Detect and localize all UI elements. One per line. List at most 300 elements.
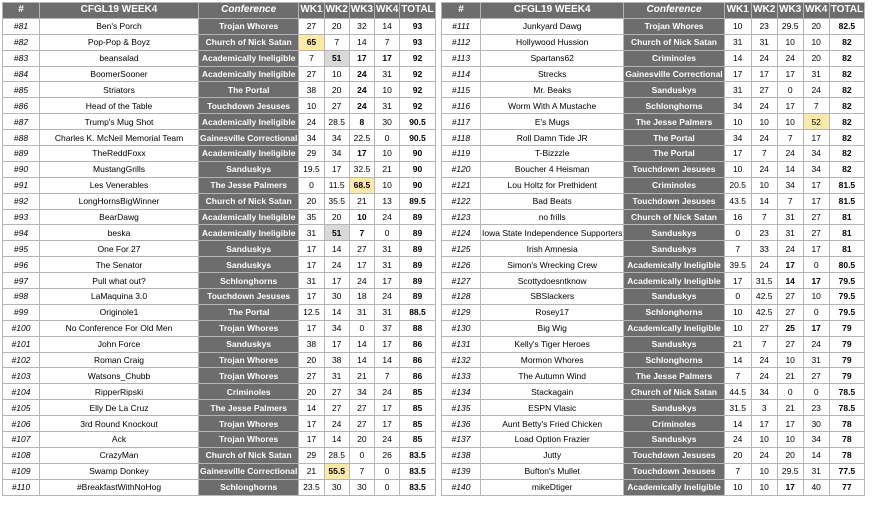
conference-cell: Trojan Whores [199, 352, 299, 368]
wk3-score-cell: 10 [777, 114, 803, 130]
wk3-header: WK3 [777, 3, 803, 19]
conference-cell: Schlonghorns [624, 98, 724, 114]
team-name-cell: Ben's Porch [40, 18, 199, 34]
conference-cell: Academically Ineligible [199, 225, 299, 241]
table-row [3, 82, 436, 98]
table-row [3, 177, 436, 193]
rank-cell: #111 [442, 18, 481, 34]
table-row [442, 146, 865, 162]
team-name-cell: SBSlackers [481, 289, 624, 305]
conference-cell: Sanduskys [624, 241, 724, 257]
wk1-score-cell: 17 [724, 146, 751, 162]
conference-cell: Schlonghorns [624, 304, 724, 320]
team-name-cell: Roll Damn Tide JR [481, 130, 624, 146]
wk3-score-cell: 20 [777, 447, 803, 463]
conference-cell: Trojan Whores [199, 432, 299, 448]
total-score-cell: 85 [400, 432, 435, 448]
conference-cell: Church of Nick Satan [199, 447, 299, 463]
wk3-score-cell: 68.5 [349, 177, 374, 193]
team-name-cell: The Senator [40, 257, 199, 273]
conference-cell: Church of Nick Satan [199, 34, 299, 50]
wk4-score-cell: 17 [803, 130, 829, 146]
wk1-score-cell: 16 [724, 209, 751, 225]
wk2-score-cell: 27 [324, 400, 349, 416]
wk4-score-cell: 27 [803, 225, 829, 241]
wk2-score-cell: 24 [324, 416, 349, 432]
team-name-cell: The Autumn Wind [481, 368, 624, 384]
wk1-score-cell: 7 [724, 241, 751, 257]
wk1-score-cell: 29 [299, 146, 324, 162]
conference-cell: The Jesse Palmers [624, 368, 724, 384]
table-row [442, 432, 865, 448]
wk1-score-cell: 12.5 [299, 304, 324, 320]
total-score-cell: 78 [829, 432, 864, 448]
standings-table-left [2, 2, 436, 496]
wk3-score-cell: 17 [349, 257, 374, 273]
total-score-cell: 89 [400, 257, 435, 273]
wk1-score-cell: 38 [299, 82, 324, 98]
total-score-cell: 88.5 [400, 304, 435, 320]
conference-cell: Academically Ineligible [199, 146, 299, 162]
team-name-cell: Boucher 4 Heisman [481, 161, 624, 177]
rank-cell: #107 [3, 432, 40, 448]
total-score-cell: 82 [829, 114, 864, 130]
wk3-score-cell: 31 [349, 304, 374, 320]
team-name-cell: BoomerSooner [40, 66, 199, 82]
wk1-score-cell: 20 [299, 193, 324, 209]
conference-cell: Schlonghorns [199, 479, 299, 495]
table-row [3, 241, 436, 257]
rank-cell: #105 [3, 400, 40, 416]
conference-cell: Criminoles [199, 384, 299, 400]
wk3-score-cell: 14 [349, 336, 374, 352]
total-score-cell: 82 [829, 34, 864, 50]
wk4-score-cell: 31 [375, 66, 400, 82]
header-row [3, 3, 436, 19]
wk3-score-cell: 17 [777, 479, 803, 495]
table-row [442, 336, 865, 352]
rank-cell: #127 [442, 273, 481, 289]
rank-cell: #120 [442, 161, 481, 177]
wk1-score-cell: 31 [724, 82, 751, 98]
conference-cell: The Portal [624, 146, 724, 162]
table-row [442, 161, 865, 177]
total-score-cell: 89 [400, 241, 435, 257]
wk3-score-cell: 0 [777, 384, 803, 400]
table-row [442, 447, 865, 463]
rank-cell: #140 [442, 479, 481, 495]
conference-header: Conference [624, 3, 724, 19]
wk2-score-cell: 23 [751, 225, 777, 241]
team-name-cell: Trump's Mug Shot [40, 114, 199, 130]
team-name-cell: #BreakfastWithNoHog [40, 479, 199, 495]
total-score-cell: 93 [400, 34, 435, 50]
wk4-score-cell: 52 [803, 114, 829, 130]
conference-cell: Academically Ineligible [624, 257, 724, 273]
rank-cell: #116 [442, 98, 481, 114]
team-name-cell: Irish Amnesia [481, 241, 624, 257]
wk3-score-cell: 10 [349, 209, 374, 225]
conference-cell: The Jesse Palmers [199, 177, 299, 193]
rank-cell: #134 [442, 384, 481, 400]
rank-cell: #98 [3, 289, 40, 305]
table-row [3, 336, 436, 352]
table-row [442, 273, 865, 289]
rank-cell: #110 [3, 479, 40, 495]
conference-cell: Sanduskys [199, 241, 299, 257]
table-row [3, 66, 436, 82]
wk1-score-cell: 39.5 [724, 257, 751, 273]
table-row [3, 416, 436, 432]
total-score-cell: 89 [400, 225, 435, 241]
wk2-score-cell: 10 [751, 479, 777, 495]
team-name-cell: Charles K. McNeil Memorial Team [40, 130, 199, 146]
team-name-cell: Worm With A Mustache [481, 98, 624, 114]
wk1-score-cell: 31.5 [724, 400, 751, 416]
conference-cell: Sanduskys [199, 161, 299, 177]
table-row [442, 289, 865, 305]
team-name-cell: Originole1 [40, 304, 199, 320]
wk4-header: WK4 [803, 3, 829, 19]
wk1-score-cell: 7 [724, 463, 751, 479]
wk1-score-cell: 7 [724, 368, 751, 384]
wk3-score-cell: 10 [777, 352, 803, 368]
team-name-cell: Les Venerables [40, 177, 199, 193]
wk3-score-cell: 8 [349, 114, 374, 130]
wk2-score-cell: 10 [751, 177, 777, 193]
team-name-cell: mikeDtiger [481, 479, 624, 495]
conference-cell: Touchdown Jesuses [624, 161, 724, 177]
rank-cell: #101 [3, 336, 40, 352]
total-score-cell: 78.5 [829, 400, 864, 416]
wk1-score-cell: 14 [724, 416, 751, 432]
wk1-score-cell: 14 [724, 50, 751, 66]
conference-cell: Academically Ineligible [199, 50, 299, 66]
wk2-score-cell: 24 [751, 447, 777, 463]
rank-cell: #123 [442, 209, 481, 225]
total-score-cell: 90 [400, 146, 435, 162]
wk3-score-cell: 7 [777, 193, 803, 209]
total-score-cell: 81.5 [829, 193, 864, 209]
team-name-cell: ESPN Vlasic [481, 400, 624, 416]
wk2-score-cell: 20 [324, 209, 349, 225]
conference-cell: Criminoles [624, 177, 724, 193]
table-row [442, 384, 865, 400]
wk2-score-cell: 24 [751, 368, 777, 384]
wk4-score-cell: 17 [375, 400, 400, 416]
table-row [3, 34, 436, 50]
table-row [442, 400, 865, 416]
wk1-score-cell: 10 [724, 320, 751, 336]
table-row [442, 320, 865, 336]
wk4-score-cell: 7 [375, 34, 400, 50]
rank-cell: #138 [442, 447, 481, 463]
team-name-cell: Simon's Wrecking Crew [481, 257, 624, 273]
team-name-cell: One For 27 [40, 241, 199, 257]
wk1-score-cell: 24 [299, 114, 324, 130]
wk1-score-cell: 10 [724, 161, 751, 177]
total-score-cell: 83.5 [400, 463, 435, 479]
wk2-score-cell: 14 [324, 241, 349, 257]
rank-cell: #135 [442, 400, 481, 416]
wk1-score-cell: 17 [299, 432, 324, 448]
wk1-score-cell: 17 [299, 257, 324, 273]
rank-cell: #106 [3, 416, 40, 432]
rank-cell: #97 [3, 273, 40, 289]
table-row [442, 368, 865, 384]
team-name-cell: beansalad [40, 50, 199, 66]
wk3-score-cell: 14 [349, 34, 374, 50]
total-score-cell: 82 [829, 161, 864, 177]
total-score-cell: 86 [400, 368, 435, 384]
table-row [3, 225, 436, 241]
total-score-cell: 81.5 [829, 177, 864, 193]
total-score-cell: 85 [400, 416, 435, 432]
total-score-cell: 78.5 [829, 384, 864, 400]
team-name-cell: Watsons_Chubb [40, 368, 199, 384]
table-row [3, 193, 436, 209]
wk1-score-cell: 20 [724, 447, 751, 463]
wk1-score-cell: 20 [299, 352, 324, 368]
team-name-cell: LongHornsBigWinner [40, 193, 199, 209]
conference-cell: Gainesville Correctional [199, 130, 299, 146]
wk1-score-cell: 23.5 [299, 479, 324, 495]
total-score-cell: 82 [829, 130, 864, 146]
wk4-score-cell: 17 [375, 273, 400, 289]
wk3-score-cell: 17 [349, 50, 374, 66]
wk2-score-cell: 7 [751, 146, 777, 162]
conference-cell: Sanduskys [624, 432, 724, 448]
wk3-score-cell: 29.5 [777, 463, 803, 479]
header-row [442, 3, 865, 19]
wk1-score-cell: 0 [724, 289, 751, 305]
total-score-cell: 79 [829, 352, 864, 368]
wk1-score-cell: 29 [299, 447, 324, 463]
wk1-score-cell: 20.5 [724, 177, 751, 193]
wk3-score-cell: 17 [777, 257, 803, 273]
total-score-cell: 86 [400, 352, 435, 368]
conference-cell: Gainesville Correctional [624, 66, 724, 82]
total-score-cell: 79.5 [829, 304, 864, 320]
wk3-score-cell: 31 [777, 225, 803, 241]
wk1-score-cell: 14 [299, 400, 324, 416]
rank-cell: #117 [442, 114, 481, 130]
conference-cell: Sanduskys [624, 225, 724, 241]
team-header: CFGL19 WEEK4 [481, 3, 624, 19]
total-score-cell: 89 [400, 209, 435, 225]
wk4-score-cell: 10 [375, 82, 400, 98]
team-name-cell: T-Bizzzle [481, 146, 624, 162]
wk1-score-cell: 0 [724, 225, 751, 241]
total-score-cell: 92 [400, 98, 435, 114]
wk2-score-cell: 28.5 [324, 114, 349, 130]
wk2-score-cell: 31.5 [751, 273, 777, 289]
wk3-score-cell: 0 [777, 82, 803, 98]
wk2-score-cell: 27 [324, 98, 349, 114]
conference-cell: The Portal [199, 82, 299, 98]
wk2-score-cell: 14 [324, 432, 349, 448]
table-row [442, 114, 865, 130]
conference-cell: Academically Ineligible [199, 114, 299, 130]
table-row [3, 209, 436, 225]
table-row [3, 273, 436, 289]
rank-header: # [3, 3, 40, 19]
wk2-score-cell: 28.5 [324, 447, 349, 463]
wk1-score-cell: 24 [724, 432, 751, 448]
total-score-cell: 86 [400, 336, 435, 352]
rank-cell: #88 [3, 130, 40, 146]
wk4-score-cell: 0 [803, 304, 829, 320]
table-row [3, 479, 436, 495]
wk3-score-cell: 22.5 [349, 130, 374, 146]
wk1-score-cell: 20 [299, 384, 324, 400]
wk4-score-cell: 13 [375, 193, 400, 209]
rank-cell: #108 [3, 447, 40, 463]
team-name-cell: Lou Holtz for Prethident [481, 177, 624, 193]
conference-cell: Church of Nick Satan [624, 209, 724, 225]
rank-cell: #126 [442, 257, 481, 273]
wk3-score-cell: 10 [777, 432, 803, 448]
wk1-score-cell: 34 [724, 98, 751, 114]
conference-header: Conference [199, 3, 299, 19]
table-row [442, 304, 865, 320]
rank-cell: #82 [3, 34, 40, 50]
wk3-score-cell: 21 [777, 400, 803, 416]
rank-cell: #91 [3, 177, 40, 193]
total-score-cell: 85 [400, 400, 435, 416]
total-score-cell: 83.5 [400, 447, 435, 463]
team-name-cell: BearDawg [40, 209, 199, 225]
conference-cell: Schlonghorns [624, 352, 724, 368]
wk4-score-cell: 10 [803, 34, 829, 50]
wk4-score-cell: 10 [803, 289, 829, 305]
conference-cell: Gainesville Correctional [199, 463, 299, 479]
standings-body-left [3, 18, 436, 495]
wk2-score-cell: 20 [324, 18, 349, 34]
wk1-score-cell: 31 [724, 34, 751, 50]
wk4-score-cell: 26 [375, 447, 400, 463]
wk2-score-cell: 24 [751, 352, 777, 368]
wk1-score-cell: 31 [299, 273, 324, 289]
rank-cell: #99 [3, 304, 40, 320]
table-row [3, 146, 436, 162]
wk3-score-cell: 24 [777, 146, 803, 162]
rank-cell: #119 [442, 146, 481, 162]
wk1-score-cell: 34 [724, 130, 751, 146]
rank-cell: #90 [3, 161, 40, 177]
wk2-score-cell: 17 [324, 336, 349, 352]
rank-cell: #100 [3, 320, 40, 336]
table-row [3, 18, 436, 34]
rank-cell: #122 [442, 193, 481, 209]
wk4-score-cell: 0 [375, 463, 400, 479]
table-row [442, 225, 865, 241]
wk3-score-cell: 18 [349, 289, 374, 305]
wk3-score-cell: 29.5 [777, 18, 803, 34]
wk2-score-cell: 30 [324, 289, 349, 305]
conference-cell: The Jesse Palmers [199, 400, 299, 416]
wk2-score-cell: 31 [324, 368, 349, 384]
table-row [3, 320, 436, 336]
rank-cell: #94 [3, 225, 40, 241]
wk4-score-cell: 24 [803, 336, 829, 352]
rank-cell: #89 [3, 146, 40, 162]
rank-cell: #139 [442, 463, 481, 479]
wk4-score-cell: 17 [803, 273, 829, 289]
wk1-score-cell: 7 [299, 50, 324, 66]
team-name-cell: Junkyard Dawg [481, 18, 624, 34]
team-name-cell: Bufton's Mullet [481, 463, 624, 479]
wk2-score-cell: 7 [751, 336, 777, 352]
wk2-score-cell: 42.5 [751, 304, 777, 320]
total-score-cell: 77.5 [829, 463, 864, 479]
team-name-cell: Iowa State Independence Supporters [481, 225, 624, 241]
table-row [442, 130, 865, 146]
team-name-cell: Pop-Pop & Boyz [40, 34, 199, 50]
wk3-score-cell: 34 [349, 384, 374, 400]
wk3-score-cell: 21 [777, 368, 803, 384]
wk2-score-cell: 20 [324, 82, 349, 98]
conference-cell: The Portal [199, 304, 299, 320]
table-row [442, 98, 865, 114]
table-row [3, 432, 436, 448]
wk2-score-cell: 17 [751, 416, 777, 432]
rank-cell: #113 [442, 50, 481, 66]
team-name-cell: CrazyMan [40, 447, 199, 463]
team-name-cell: Ack [40, 432, 199, 448]
table-row [442, 66, 865, 82]
rank-cell: #137 [442, 432, 481, 448]
wk1-header: WK1 [724, 3, 751, 19]
rank-cell: #128 [442, 289, 481, 305]
conference-cell: Touchdown Jesuses [199, 98, 299, 114]
conference-cell: Touchdown Jesuses [624, 193, 724, 209]
wk4-score-cell: 23 [803, 400, 829, 416]
wk1-score-cell: 17 [299, 289, 324, 305]
wk1-score-cell: 10 [724, 114, 751, 130]
wk4-score-cell: 37 [375, 320, 400, 336]
table-row [442, 241, 865, 257]
team-name-cell: Striators [40, 82, 199, 98]
wk3-score-cell: 21 [349, 368, 374, 384]
total-score-cell: 90.5 [400, 130, 435, 146]
team-name-cell: LaMaquina 3.0 [40, 289, 199, 305]
wk1-score-cell: 10 [724, 18, 751, 34]
wk3-score-cell: 7 [349, 225, 374, 241]
rank-cell: #102 [3, 352, 40, 368]
wk4-score-cell: 34 [803, 432, 829, 448]
conference-cell: Academically Ineligible [199, 66, 299, 82]
table-row [442, 82, 865, 98]
total-score-cell: 78 [829, 447, 864, 463]
total-score-cell: 82 [829, 82, 864, 98]
wk2-score-cell: 27 [324, 384, 349, 400]
conference-cell: Criminoles [624, 416, 724, 432]
wk1-score-cell: 43.5 [724, 193, 751, 209]
wk2-score-cell: 34 [324, 146, 349, 162]
wk3-score-cell: 7 [349, 463, 374, 479]
table-row [442, 479, 865, 495]
wk2-score-cell: 24 [324, 257, 349, 273]
table-row [442, 50, 865, 66]
wk2-score-cell: 24 [751, 161, 777, 177]
team-name-cell: Kelly's Tiger Heroes [481, 336, 624, 352]
wk3-score-cell: 32 [349, 18, 374, 34]
wk2-score-cell: 24 [751, 50, 777, 66]
wk2-score-cell: 27 [751, 320, 777, 336]
total-score-cell: 92 [400, 82, 435, 98]
wk4-header: WK4 [375, 3, 400, 19]
